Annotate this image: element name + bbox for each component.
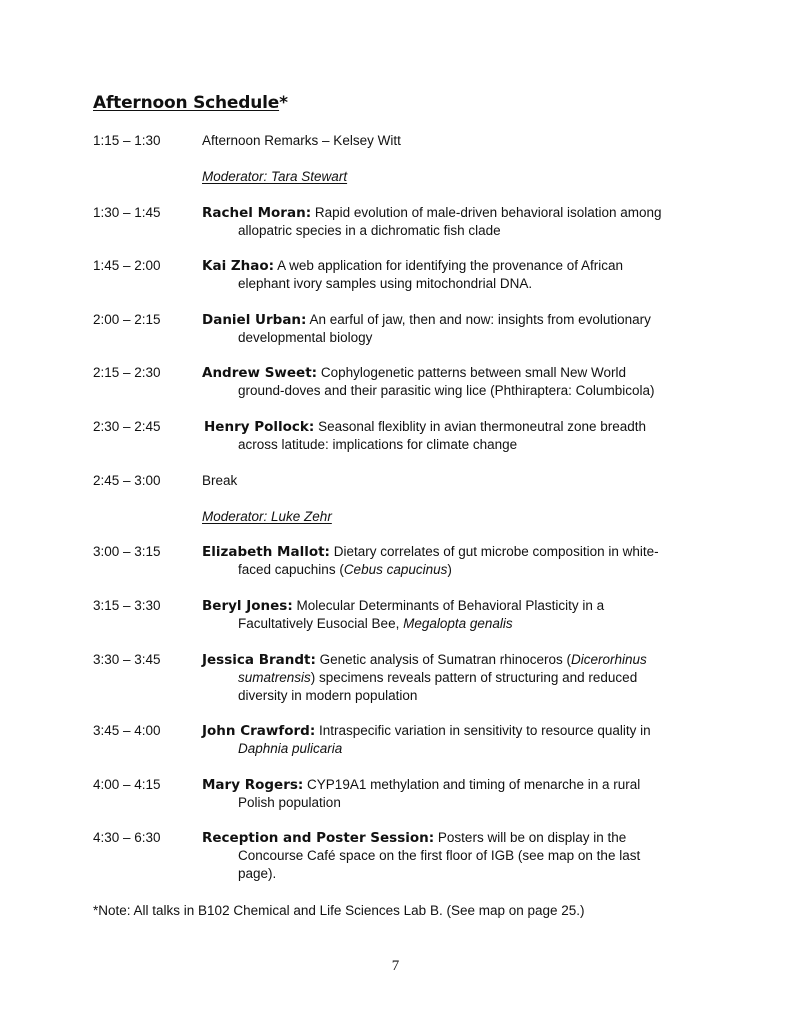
talk-title-line3: diversity in modern population xyxy=(238,688,418,703)
talk-title: Genetic analysis of Sumatran rhinoceros ( xyxy=(315,652,571,667)
speaker-name: Kai Zhao: xyxy=(202,258,275,274)
talk-title-continued: ) specimens reveals pattern of structuring and reduced xyxy=(310,670,638,685)
talk-title: Rapid evolution of male-driven behavioral isolation among xyxy=(311,205,662,220)
time-slot: 3:45 – 4:00 xyxy=(93,723,161,738)
speaker-name: John Crawford: xyxy=(202,723,316,739)
time-slot: 4:00 – 4:15 xyxy=(93,777,161,792)
speaker-name: Mary Rogers: xyxy=(202,777,304,793)
event-description: Posters will be on display in the xyxy=(434,830,627,845)
species-name: Dicerorhinus xyxy=(571,652,647,667)
event-description-continued: Concourse Café space on the first floor of IGB (see map on the last xyxy=(238,848,641,863)
talk-title: CYP19A1 methylation and timing of menarche in a rural xyxy=(303,777,641,792)
time-slot: 2:15 – 2:30 xyxy=(93,365,161,380)
talk-title: Intraspecific variation in sensitivity to resource quality in xyxy=(315,723,651,738)
species-name: Daphnia pulicaria xyxy=(238,741,343,756)
species-name-continued: sumatrensis xyxy=(238,670,311,685)
moderator-label: Moderator: Tara Stewart xyxy=(202,169,348,184)
footnote: *Note: All talks in B102 Chemical and Life Sciences Lab B. (See map on page 25.) xyxy=(93,903,585,918)
talk-title-continued: faced capuchins ( xyxy=(238,562,344,577)
talk-title: Cophylogenetic patterns between small New World xyxy=(317,365,626,380)
time-slot: 2:00 – 2:15 xyxy=(93,312,161,327)
speaker-name: Daniel Urban: xyxy=(202,312,307,328)
species-name: Megalopta genalis xyxy=(403,616,513,631)
page-number: 7 xyxy=(391,958,400,974)
speaker-name: Henry Pollock: xyxy=(204,419,315,435)
species-name: Cebus capucinus xyxy=(343,562,448,577)
moderator-label: Moderator: Luke Zehr xyxy=(202,509,332,524)
event-description-line3: page). xyxy=(238,866,277,881)
speaker-name: Elizabeth Mallot: xyxy=(202,544,330,560)
time-slot: 2:45 – 3:00 xyxy=(93,473,161,488)
time-slot: 3:00 – 3:15 xyxy=(93,544,161,559)
talk-title-end: ) xyxy=(447,562,452,577)
talk-title: A web application for identifying the provenance of African xyxy=(274,258,624,273)
talk-title-continued: Facultatively Eusocial Bee, xyxy=(238,616,404,631)
talk-title: Molecular Determinants of Behavioral Plasticity in a xyxy=(292,598,605,613)
time-slot: 1:45 – 2:00 xyxy=(93,258,161,273)
talk-title: Seasonal flexiblity in avian thermoneutral zone breadth xyxy=(314,419,647,434)
talk-title: An earful of jaw, then and now: insights from evolutionary xyxy=(306,312,651,327)
talk-title-continued: developmental biology xyxy=(238,330,373,345)
session-title: Break xyxy=(202,473,238,488)
time-slot: 3:30 – 3:45 xyxy=(93,652,161,667)
time-slot: 1:30 – 1:45 xyxy=(93,205,161,220)
talk-title: Dietary correlates of gut microbe composition in white- xyxy=(329,544,659,559)
talk-title-continued: allopatric species in a dichromatic fish clade xyxy=(238,223,501,238)
speaker-name: Beryl Jones: xyxy=(202,598,293,614)
speaker-name: Rachel Moran: xyxy=(202,205,312,221)
time-slot: 2:30 – 2:45 xyxy=(93,419,161,434)
talk-title-continued: elephant ivory samples using mitochondrial DNA. xyxy=(238,276,533,291)
time-slot: 4:30 – 6:30 xyxy=(93,830,161,845)
speaker-name: Jessica Brandt: xyxy=(202,652,316,668)
talk-title-continued: ground-doves and their parasitic wing lice (Phthiraptera: Columbicola) xyxy=(238,383,655,398)
talk-title-continued: across latitude: implications for climate change xyxy=(238,437,518,452)
time-slot: 1:15 – 1:30 xyxy=(93,133,161,148)
session-title: Afternoon Remarks – Kelsey Witt xyxy=(202,133,401,148)
talk-title-continued: Polish population xyxy=(238,795,341,810)
speaker-name: Andrew Sweet: xyxy=(202,365,318,381)
section-heading xyxy=(93,93,288,113)
heading-title: Afternoon Schedule xyxy=(93,93,280,113)
heading-asterisk: * xyxy=(279,93,288,113)
time-slot: 3:15 – 3:30 xyxy=(93,598,161,613)
event-name: Reception and Poster Session: xyxy=(202,830,435,846)
